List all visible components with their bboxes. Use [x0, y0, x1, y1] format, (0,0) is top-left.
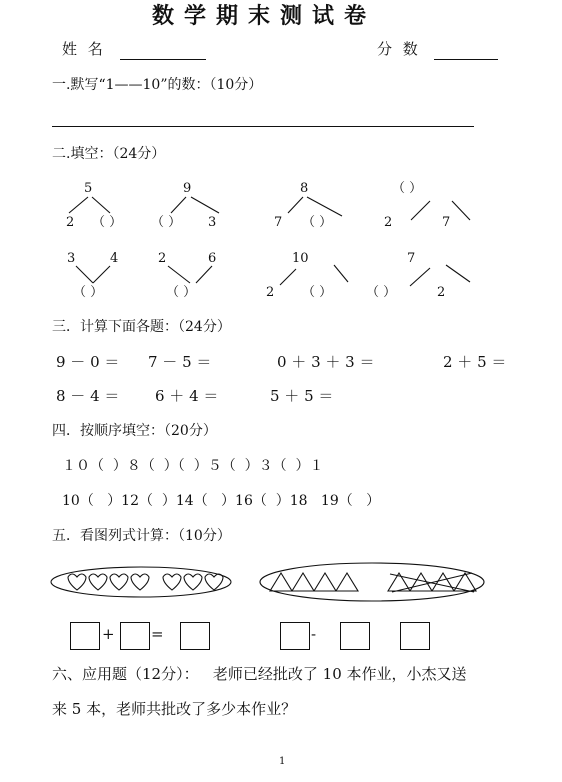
tree-line	[93, 266, 110, 283]
tree-2-left[interactable]: （ ）	[151, 215, 182, 230]
tree-line	[196, 266, 212, 283]
heart-icon-group	[68, 574, 223, 590]
answer-box[interactable]	[180, 622, 210, 650]
oval-hearts	[51, 567, 231, 597]
heart-icon	[184, 574, 202, 590]
heart-icon	[163, 574, 181, 590]
calc-item: 6 ＋ 4 ＝	[155, 387, 219, 405]
section-1-heading: 一.默写“1——10”的数：（10分）	[52, 77, 263, 93]
tree-line	[334, 265, 348, 282]
tree-7-top: 10	[292, 251, 309, 266]
page-title: 数学期末测试卷	[152, 3, 377, 29]
tree-line	[171, 197, 186, 213]
tree-line	[307, 197, 342, 216]
equals-sign: =	[151, 625, 164, 643]
heart-icon	[205, 574, 223, 590]
oval-triangles	[260, 563, 484, 601]
tree-6-bottom[interactable]: （ ）	[166, 285, 197, 300]
tree-3-left: 7	[274, 215, 283, 230]
name-label: 姓 名	[62, 40, 106, 58]
tree-line	[280, 269, 296, 285]
plus-sign: +	[102, 625, 115, 643]
section-5-heading: 五．看图列式计算：（10分）	[52, 528, 231, 544]
triangle-icon	[292, 573, 314, 591]
score-label: 分 数	[377, 40, 421, 58]
heart-icon	[110, 574, 128, 590]
calc-item: 8 － 4 ＝	[56, 387, 120, 405]
answer-box[interactable]	[400, 622, 430, 650]
tree-line	[76, 266, 93, 283]
section-2-heading: 二.填空：（24分）	[52, 146, 166, 162]
tree-6-right: 6	[208, 251, 217, 266]
tree-4-left: 2	[384, 215, 393, 230]
tree-line	[191, 197, 219, 213]
tree-line	[410, 268, 430, 286]
triangle-icon	[270, 573, 292, 591]
answer-box[interactable]	[340, 622, 370, 650]
triangle-icon	[336, 573, 358, 591]
tree-4-right: 7	[442, 215, 451, 230]
tree-8-right: 2	[437, 285, 446, 300]
minus-sign: -	[311, 625, 317, 643]
tree-line	[446, 265, 470, 282]
tree-5-left: 3	[67, 251, 76, 266]
tree-5-right: 4	[110, 251, 119, 266]
section-6-line-2: 来 5 本，老师共批改了多少本作业？	[52, 700, 297, 718]
tree-7-left: 2	[266, 285, 275, 300]
tree-line	[411, 201, 430, 220]
calc-item: 0 ＋ 3 ＋ 3 ＝	[277, 353, 375, 371]
tree-line	[288, 197, 303, 213]
triangle-icon-group	[270, 573, 476, 592]
section-6-line-1: 六、应用题（12分）： 老师已经批改了 10 本作业，小杰又送	[52, 665, 467, 683]
sequence-row-2[interactable]: 10（ ）12（ ）14（ ）16（ ）18 19（ ）	[62, 493, 381, 509]
tree-3-top: 8	[300, 181, 309, 196]
tree-1-left: 2	[66, 215, 75, 230]
answer-box[interactable]	[120, 622, 150, 650]
tree-5-bottom[interactable]: （ ）	[73, 285, 104, 300]
section-4-heading: 四．按顺序填空：（20分）	[52, 423, 217, 439]
heart-icon	[131, 574, 149, 590]
tree-8-top: 7	[407, 251, 416, 266]
tree-8-left[interactable]: （ ）	[366, 285, 397, 300]
tree-7-right[interactable]: （ ）	[302, 285, 333, 300]
calc-item: 2 ＋ 5 ＝	[443, 353, 507, 371]
tree-2-right: 3	[208, 215, 217, 230]
sequence-row-1[interactable]: １０（ ）８（ ）（ ）５（ ）３（ ）１	[62, 458, 324, 474]
tree-1-top: 5	[84, 181, 93, 196]
tree-1-right[interactable]: （ ）	[92, 215, 123, 230]
tree-6-left: 2	[158, 251, 167, 266]
heart-icon	[68, 574, 86, 590]
tree-3-right[interactable]: （ ）	[302, 215, 333, 230]
answer-box[interactable]	[280, 622, 310, 650]
calc-item: 9 － 0 ＝	[56, 353, 120, 371]
tree-line	[452, 201, 470, 220]
calc-item: 5 ＋ 5 ＝	[270, 387, 334, 405]
answer-box[interactable]	[70, 622, 100, 650]
heart-icon	[89, 574, 107, 590]
section-3-heading: 三．计算下面各题：（24分）	[52, 319, 231, 335]
calc-item: 7 － 5 ＝	[148, 353, 212, 371]
tree-line	[69, 197, 88, 213]
triangle-icon	[314, 573, 336, 591]
tree-4-top[interactable]: （ ）	[392, 181, 423, 196]
tree-line	[168, 266, 190, 283]
tree-line	[92, 197, 110, 213]
page-number: 1	[279, 756, 286, 767]
tree-2-top: 9	[183, 181, 192, 196]
